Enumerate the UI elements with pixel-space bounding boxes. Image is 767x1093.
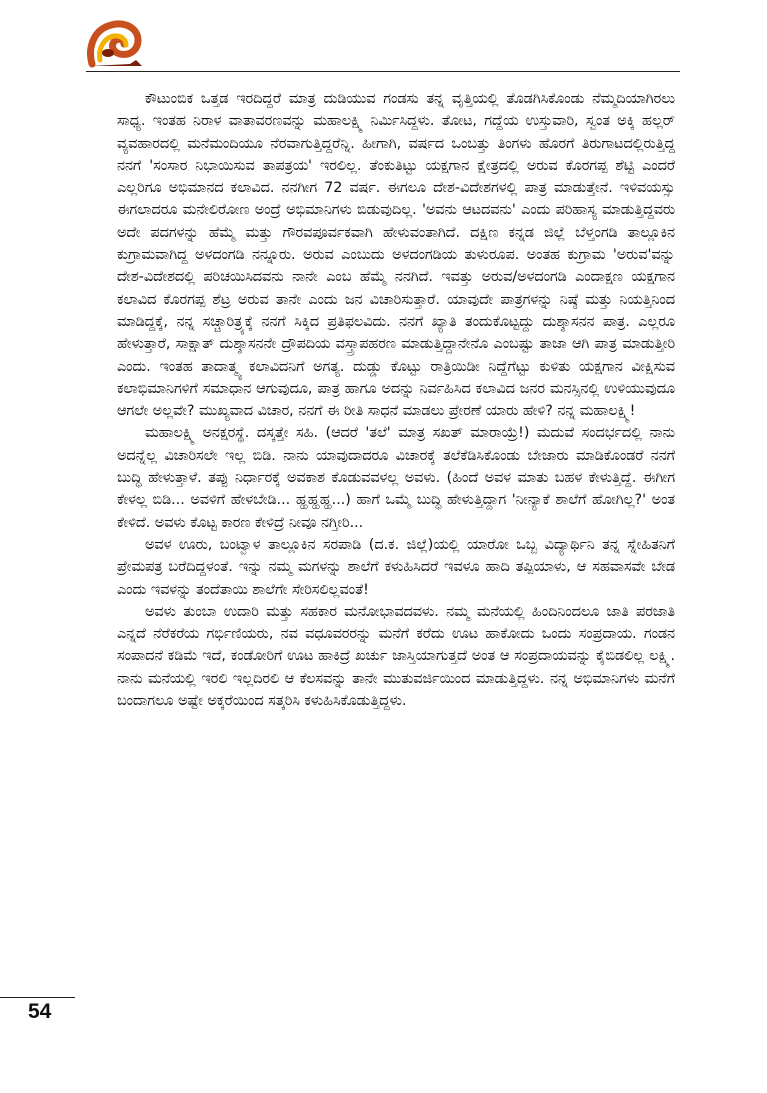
page-number: 54 — [28, 1000, 52, 1023]
article-body — [117, 88, 675, 712]
paragraph-3: ಅವಳ ಊರು, ಬಂಟ್ವಾಳ ತಾಲ್ಲೂಕಿನ ಸರಪಾಡಿ (ದ.ಕ. ಜಿಲ್ಲೆ)ಯಲ್ಲಿ ಯಾರೋ ಒಬ್ಬ ವಿದ್ಯಾರ್ಥಿನಿ ತನ್ನ ಸ್ನೇಹಿತನಿಗೆ ಪ್ರೇಮಪತ್ರ ಬರೆದಿದ್ದಳಂತೆ. ಇನ್ನು ನಮ್ಮ ಮಗಳನ್ನು ಶಾಲೆಗೆ ಕಳುಹಿಸಿದರೆ ಇವಳೂ ಹಾದಿ ತಪ್ಪಿಯಾಳು, ಆ ಸಹವಾಸವೇ ಬೇಡ ಎಂದು ಇವಳನ್ನು ತಂದೆತಾಯಿ ಶಾಲೆಗೇ ಸೇರಿಸಲಿಲ್ಲವಂತೆ! — [117, 536, 675, 598]
publication-logo-icon — [86, 20, 144, 68]
paragraph-1: ಕೌಟುಂಬಿಕ ಒತ್ತಡ ಇರದಿದ್ದರೆ ಮಾತ್ರ ದುಡಿಯುವ ಗಂಡಸು ತನ್ನ ವೃತ್ತಿಯಲ್ಲಿ ತೊಡಗಿಸಿಕೊಂಡು ನೆಮ್ಮದಿಯಾಗಿರಲು ಸಾಧ್ಯ. ಇಂತಹ ನಿರಾಳ ವಾತಾವರಣವನ್ನು ಮಹಾಲಕ್ಷ್ಮಿ ನಿರ್ಮಿಸಿದ್ದಳು. ತೋಟ, ಗದ್ದೆಯ ಉಸ್ತುವಾರಿ, ಸ್ವಂತ ಅಕ್ಕಿ ಹಲ್ಲರ್ ವ್ಯವಹಾರದಲ್ಲಿ ಮನೆಮಂದಿಯೂ ನೆರವಾಗುತ್ತಿದ್ದರೆನ್ನಿ. ಹೀಗಾಗಿ, ವರ್ಷದ ಒಂಬತ್ತು ತಿಂಗಳು ಹೊರಗೆ ತಿರುಗಾಟದಲ್ಲಿರುತ್ತಿದ್ದ ನನಗೆ 'ಸಂಸಾರ ನಿಭಾಯಿಸುವ ತಾಪತ್ರಯ' ಇರಲಿಲ್ಲ. ತೆಂಕುತಿಟ್ಟು ಯಕ್ಷಗಾನ ಕ್ಷೇತ್ರದಲ್ಲಿ ಅರುವ ಕೊರಗಪ್ಪ ಶೆಟ್ಟಿ ಎಂದರೆ ಎಲ್ಲರಿಗೂ ಅಭಿಮಾನದ ಕಲಾವಿದ. ನನಗೀಗ 72 ವರ್ಷ. ಈಗಲೂ ದೇಶ-ವಿದೇಶಗಳಲ್ಲಿ ಪಾತ್ರ ಮಾಡುತ್ತೇನೆ. ಇಳಿವಯಸ್ಸು ಈಗಲಾದರೂ ಮನೇಲಿರೋಣ ಅಂದ್ರೆ ಅಭಿಮಾನಿಗಳು ಬಿಡುವುದಿಲ್ಲ. 'ಅವನು ಆಟದವನು' ಎಂದು ಪರಿಹಾಸ್ಯ ಮಾಡುತ್ತಿದ್ದವರು ಅದೇ ಪದಗಳನ್ನು ಹೆಮ್ಮೆ ಮತ್ತು ಗೌರವಪೂರ್ವಕವಾಗಿ ಹೇಳುವಂತಾಗಿದೆ. ದಕ್ಷಿಣ ಕನ್ನಡ ಜಿಲ್ಲೆ ಬೆಳ್ತಂಗಡಿ ತಾಲ್ಲೂಕಿನ ಕುಗ್ರಾಮವಾಗಿದ್ದ ಅಳದಂಗಡಿ ನನ್ನೂರು. ಅರುವ ಎಂಬುದು ಅಳದಂಗಡಿಯ ತುಳುರೂಪ. ಅಂತಹ ಕುಗ್ರಾಮ 'ಅರುವ'ವನ್ನು ದೇಶ-ವಿದೇಶದಲ್ಲಿ ಪರಿಚಯಿಸಿದವನು ನಾನೇ ಎಂಬ ಹೆಮ್ಮೆ ನನಗಿದೆ. ಇವತ್ತು ಅರುವ/ಅಳದಂಗಡಿ ಎಂದಾಕ್ಷಣ ಯಕ್ಷಗಾನ ಕಲಾವಿದ ಕೊರಗಪ್ಪ ಶೆಟ್ರ ಅರುವ ತಾನೇ ಎಂದು ಜನ ವಿಚಾರಿಸುತ್ತಾರೆ. ಯಾವುದೇ ಪಾತ್ರಗಳನ್ನು ನಿಷ್ಠೆ ಮತ್ತು ನಿಯತ್ತಿನಿಂದ ಮಾಡಿದ್ದಕ್ಕೆ, ನನ್ನ ಸಚ್ಚಾರಿತ್ರ್ಯಕ್ಕೆ ನನಗೆ ಸಿಕ್ಕಿದ ಪ್ರತಿಫಲವಿದು. ನನಗೆ ಖ್ಯಾತಿ ತಂದುಕೊಟ್ಟದ್ದು ದುಶ್ಶಾಸನನ ಪಾತ್ರ. ಎಲ್ಲರೂ ಹೇಳುತ್ತಾರೆ, ಸಾಕ್ಷಾತ್ ದುಶ್ಶಾಸನನೇ ದ್ರೌಪದಿಯ ವಸ್ತ್ರಾಪಹರಣ ಮಾಡುತ್ತಿದ್ದಾನೇನೊ ಎಂಬಷ್ಟು ತಾಜಾ ಆಗಿ ಪಾತ್ರ ಮಾಡುತ್ತೀರಿ ಎಂದು. ಇಂತಹ ತಾದಾತ್ಮ್ಯ ಕಲಾವಿದನಿಗೆ ಅಗತ್ಯ. ದುಡ್ಡು ಕೊಟ್ಟು ರಾತ್ರಿಯಿಡೀ ನಿದ್ದೆಗೆಟ್ಟು ಕುಳಿತು ಯಕ್ಷಗಾನ ವೀಕ್ಷಿಸುವ ಕಲಾಭಿಮಾನಿಗಳಿಗೆ ಸಮಾಧಾನ ಆಗುವುದೂ, ಪಾತ್ರ ಹಾಗೂ ಅದನ್ನು ನಿರ್ವಹಿಸಿದ ಕಲಾವಿದ ಜನರ ಮನಸ್ಸಿನಲ್ಲಿ ಉಳಿಯುವುದೂ ಆಗಲೇ ಅಲ್ಲವೇ? ಮುಖ್ಯವಾದ ವಿಚಾರ, ನನಗೆ ಈ ರೀತಿ ಸಾಧನೆ ಮಾಡಲು ಪ್ರೇರಣೆ ಯಾರು ಹೇಳಿ? ನನ್ನ ಮಹಾಲಕ್ಷ್ಮಿ! — [117, 91, 675, 420]
footer-divider — [0, 997, 75, 998]
header-divider — [86, 71, 680, 72]
paragraph-4: ಅವಳು ತುಂಬಾ ಉದಾರಿ ಮತ್ತು ಸಹಕಾರ ಮನೋಭಾವದವಳು. ನಮ್ಮ ಮನೆಯಲ್ಲಿ ಹಿಂದಿನಿಂದಲೂ ಜಾತಿ ಪರಜಾತಿ ಎನ್ನದೆ ನೆರೆಕರೆಯ ಗರ್ಭಿಣಿಯರು, ನವ ವಧೂವರರನ್ನು ಮನೆಗೆ ಕರೆದು ಊಟ ಹಾಕೋದು ಒಂದು ಸಂಪ್ರದಾಯ. ಗಂಡನ ಸಂಪಾದನೆ ಕಡಿಮೆ ಇದೆ, ಕಂಡೋರಿಗೆ ಊಟ ಹಾಕಿದ್ರೆ ಖರ್ಚು ಜಾಸ್ತಿಯಾಗುತ್ತದೆ ಅಂತ ಆ ಸಂಪ್ರದಾಯವನ್ನು ಕೈಬಿಡಲಿಲ್ಲ ಲಕ್ಷ್ಮಿ. ನಾನು ಮನೆಯಲ್ಲಿ ಇರಲಿ ಇಲ್ಲದಿರಲಿ ಆ ಕೆಲಸವನ್ನು ತಾನೇ ಮುತುವರ್ಜಿಯಿಂದ ಮಾಡುತ್ತಿದ್ದಳು. ನನ್ನ ಅಭಿಮಾನಿಗಳು ಮನೆಗೆ ಬಂದಾಗಲೂ ಅಷ್ಟೇ ಅಕ್ಕರೆಯಿಂದ ಸತ್ಕರಿಸಿ ಕಳುಹಿಸಿಕೊಡುತ್ತಿದ್ದಳು. — [117, 603, 675, 710]
paragraph-2: ಮಹಾಲಕ್ಷ್ಮಿ ಅನಕ್ಷರಸ್ಥೆ. ದಸ್ಕತ್ತೇ ಸಹಿ. (ಆದರೆ 'ತಲೆ' ಮಾತ್ರ ಸಖತ್ ಮಾರಾಯ್ರೆ!) ಮದುವೆ ಸಂದರ್ಭದಲ್ಲಿ ನಾನು ಅದನ್ನೆಲ್ಲ ವಿಚಾರಿಸಲೇ ಇಲ್ಲ ಬಿಡಿ. ನಾನು ಯಾವುದಾದರೂ ವಿಚಾರಕ್ಕೆ ತಲೆಕೆಡಿಸಿಕೊಂಡು ಬೇಜಾರು ಮಾಡಿಕೊಂಡರೆ ನನಗೆ ಬುದ್ಧಿ ಹೇಳುತ್ತಾಳೆ. ತಪ್ಪು ನಿರ್ಧಾರಕ್ಕೆ ಅವಕಾಶ ಕೊಡುವವಳಲ್ಲ ಅವಳು. (ಹಿಂದೆ ಅವಳ ಮಾತು ಬಹಳ ಕೇಳುತ್ತಿದ್ದೆ. ಈಗೀಗ ಕೇಳಲ್ಲ ಬಿಡಿ... ಅವಳಿಗೆ ಹೇಳಬೇಡಿ... ಹ್ಹಹ್ಹಹ್ಹ...) ಹಾಗೆ ಒಮ್ಮೆ ಬುದ್ಧಿ ಹೇಳುತ್ತಿದ್ದಾಗ 'ನೀನ್ಯಾಕೆ ಶಾಲೆಗೆ ಹೋಗಿಲ್ಲ?' ಅಂತ ಕೇಳಿದೆ. ಅವಳು ಕೊಟ್ಟ ಕಾರಣ ಕೇಳಿದ್ರೆ ನೀವೂ ನಗ್ತೀರಿ... — [117, 425, 675, 531]
